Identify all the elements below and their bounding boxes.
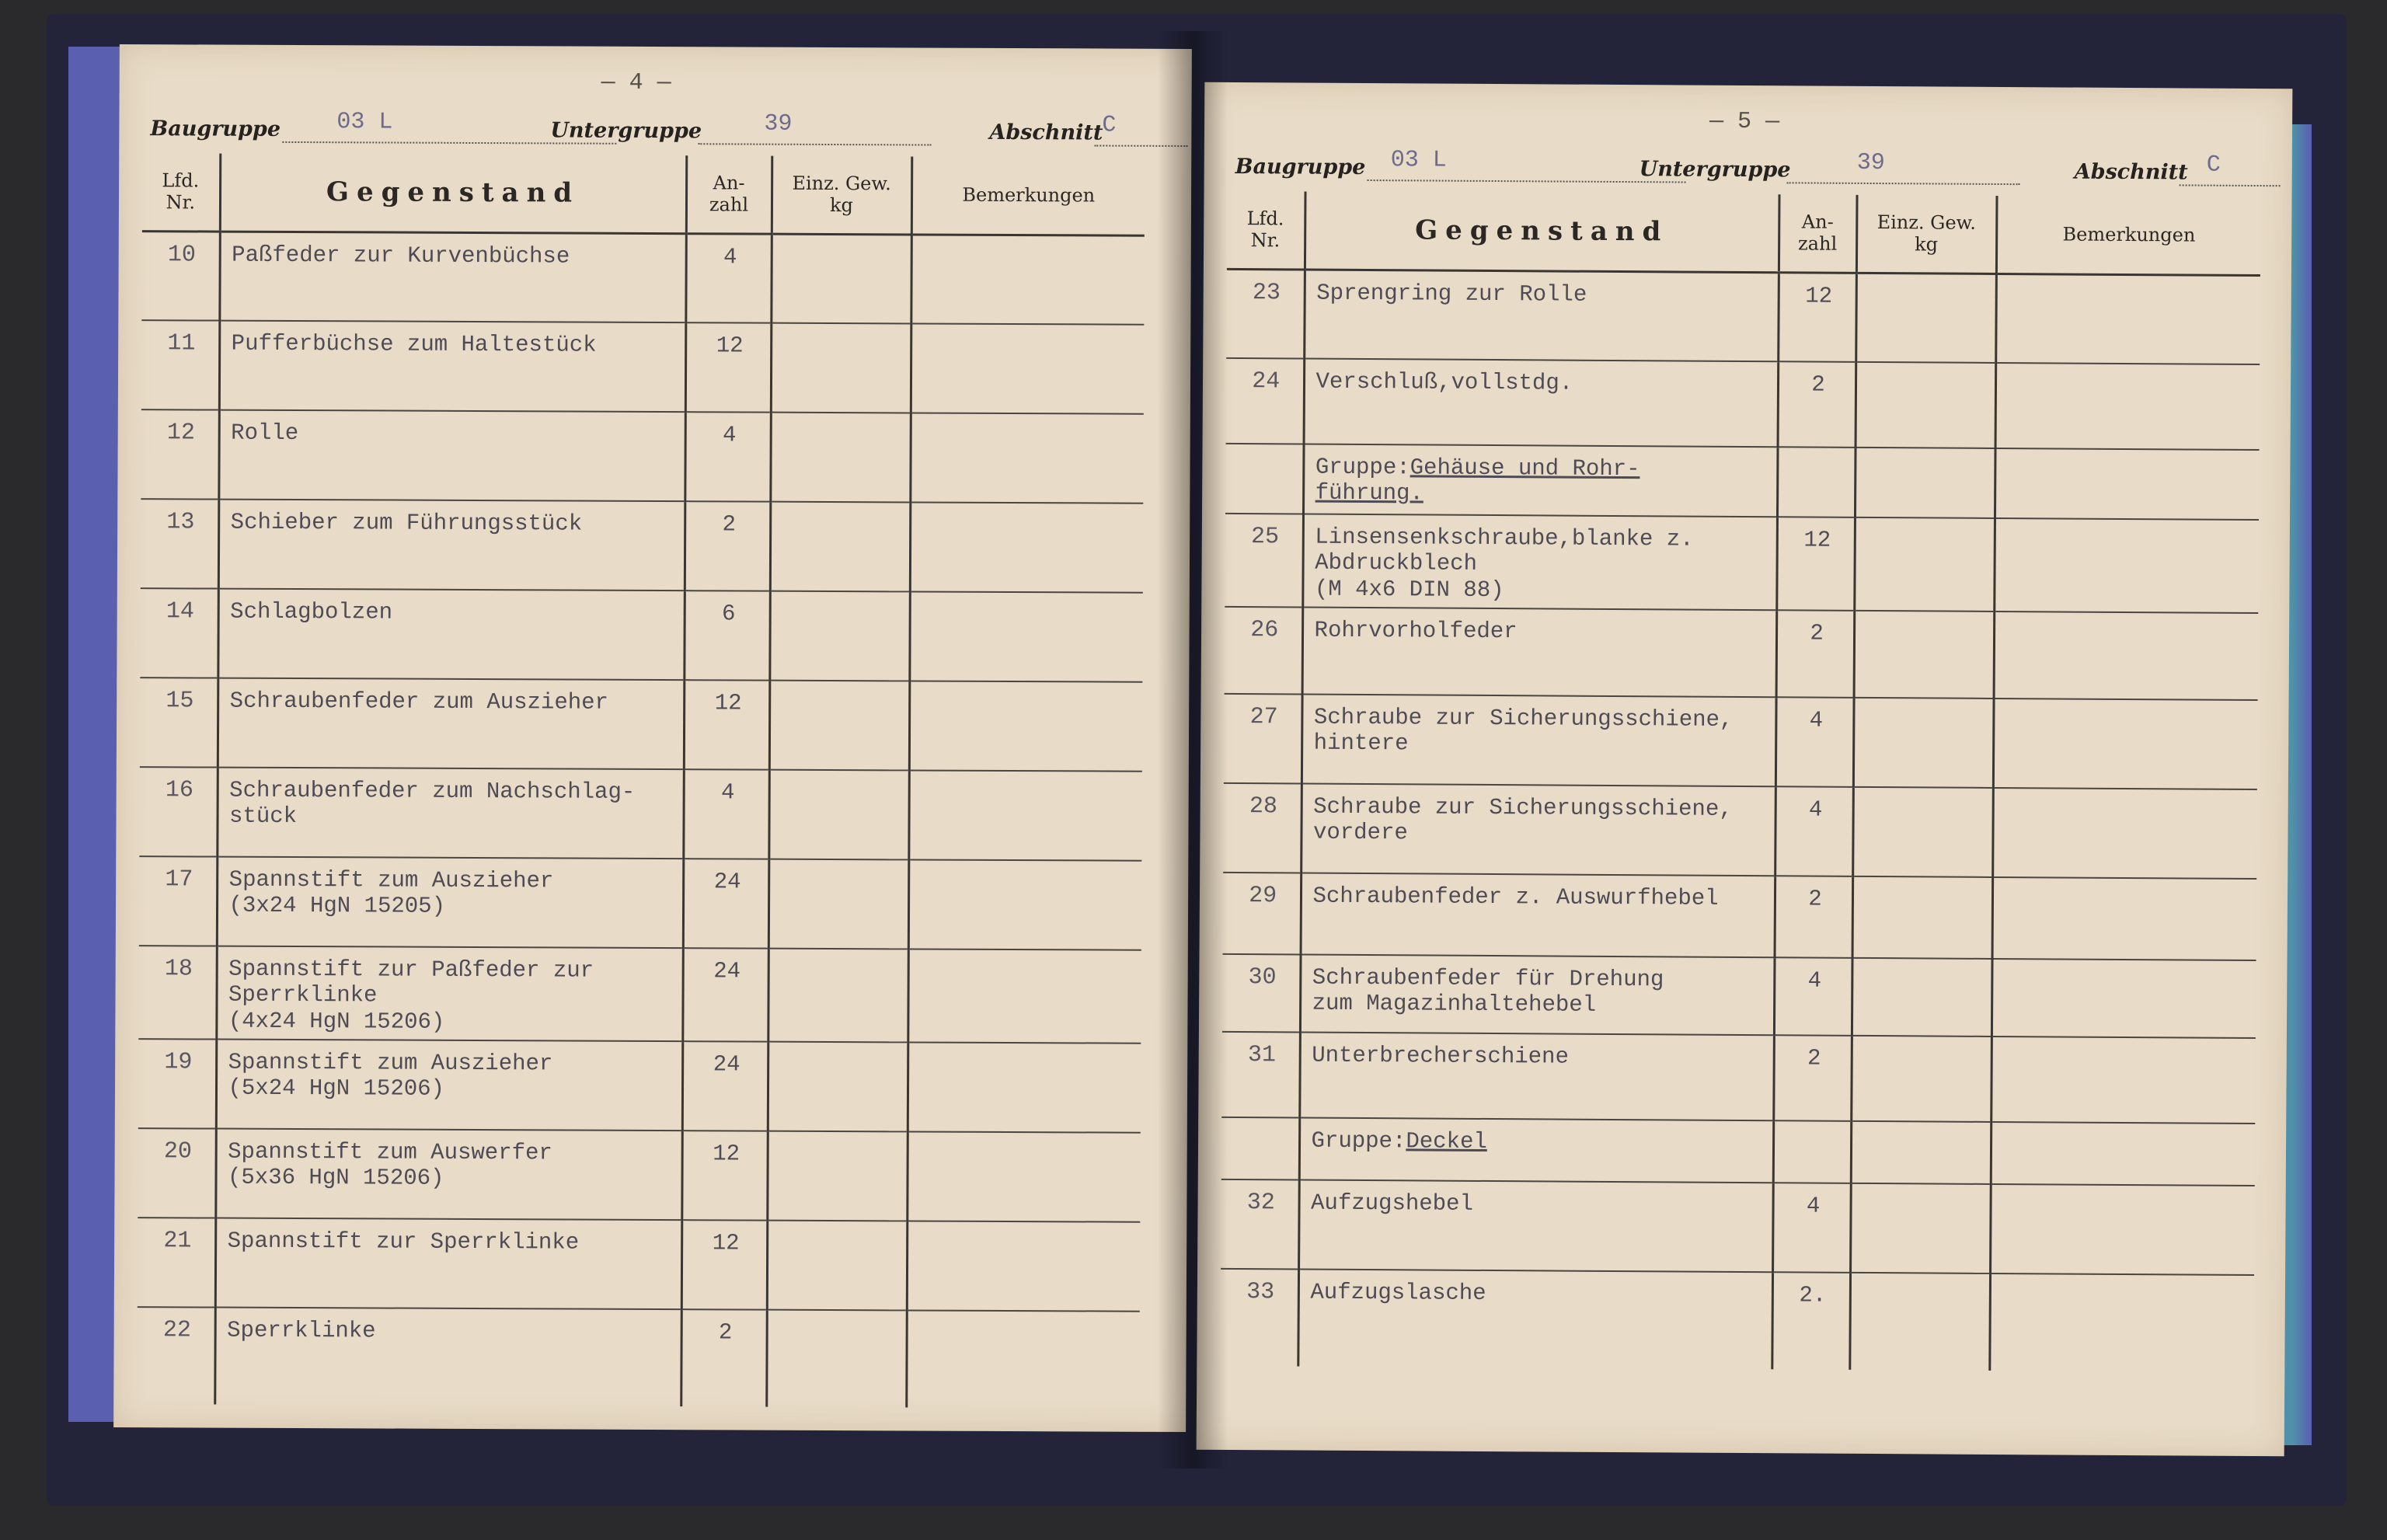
item-quantity: 2 (681, 1309, 767, 1406)
group-name: Deckel (1406, 1128, 1487, 1155)
table-row (138, 946, 1141, 1044)
item-description: Verschluß,vollstdg. (1304, 359, 1779, 448)
item-description: Spannstift zum Auszieher (3x24 HgN 15205) (217, 857, 683, 949)
inventory-table (137, 153, 1145, 1409)
item-quantity: 2 (1775, 876, 1853, 958)
item-quantity: 12 (1776, 517, 1855, 611)
untergruppe-line (1787, 182, 2020, 185)
item-description: Schlagbolzen (218, 589, 684, 681)
item-weight (769, 591, 910, 681)
item-remarks (1995, 274, 2260, 364)
item-quantity: 4 (1772, 1183, 1851, 1273)
item-weight (768, 949, 908, 1043)
item-remarks (1992, 877, 2257, 960)
group-name: Gehäuse und Rohr- führung. (1315, 455, 1640, 507)
table-row (1222, 954, 2256, 1038)
item-remarks (1993, 699, 2258, 789)
row-number: 24 (1226, 358, 1305, 444)
baugruppe-label: Baugruppe (150, 117, 281, 141)
item-remarks (908, 949, 1141, 1043)
item-quantity: 12 (1778, 272, 1856, 362)
col-bemerkungen: Bemerkungen (1996, 196, 2261, 275)
abschnitt-value: C (1102, 112, 1117, 139)
row-number: 30 (1222, 954, 1301, 1033)
left-page (113, 44, 1192, 1432)
baugruppe-line (1368, 179, 1686, 183)
table-row (1226, 358, 2260, 450)
row-number: 25 (1225, 514, 1303, 608)
table-row (141, 231, 1144, 325)
row-number: 23 (1226, 269, 1305, 359)
row-number: 17 (139, 856, 218, 946)
item-weight (1849, 1273, 1990, 1371)
item-weight (771, 323, 911, 413)
item-weight (766, 1310, 907, 1408)
group-heading (1299, 1118, 1773, 1183)
item-remarks (1994, 611, 2259, 700)
abschnitt-label: Abschnitt (2074, 159, 2188, 185)
item-remarks (1991, 1122, 2255, 1186)
table-row (140, 678, 1142, 772)
item-quantity: 2 (685, 501, 771, 591)
table-row (139, 767, 1141, 861)
item-description: Linsensenkschraube,blanke z. Abdruckblech (M 4x6 DIN 88) (1302, 514, 1777, 611)
page-header (1235, 145, 2269, 190)
inventory-table (1220, 191, 2260, 1372)
item-remarks (910, 502, 1143, 592)
row-number: 16 (139, 767, 218, 856)
item-remarks (1994, 518, 2259, 613)
item-description: Rohrvorholfeder (1302, 608, 1777, 698)
item-description: Spannstift zur Sperrklinke (215, 1218, 681, 1310)
row-number: 20 (138, 1128, 216, 1218)
item-remarks (908, 859, 1141, 949)
item-description: Sperrklinke (214, 1308, 681, 1407)
group-row (1221, 1117, 2255, 1186)
table-row (141, 320, 1144, 414)
item-remarks (909, 591, 1142, 681)
abschnitt-value: C (2206, 152, 2221, 179)
row-number: 13 (141, 499, 219, 588)
item-description: Rolle (218, 410, 685, 502)
book-gutter (1158, 31, 1228, 1469)
row-number: 32 (1221, 1179, 1299, 1270)
table-row (138, 1218, 1140, 1312)
group-row (1225, 444, 2260, 520)
item-weight (1852, 787, 1993, 877)
item-description: Schieber zum Führungsstück (218, 500, 685, 591)
item-remarks (1991, 1037, 2256, 1124)
item-weight (767, 1131, 908, 1221)
col-anzahl: An- zahl (1779, 194, 1857, 273)
table-row (1221, 1179, 2255, 1275)
item-quantity: 4 (1775, 786, 1853, 876)
row-number (1225, 444, 1304, 514)
item-description: Spannstift zum Auswerfer (5x36 HgN 15206) (215, 1129, 681, 1221)
col-bemerkungen: Bemerkungen (911, 156, 1145, 235)
item-quantity: 4 (683, 769, 769, 859)
item-weight (1853, 698, 1994, 788)
row-number: 27 (1224, 694, 1302, 784)
item-description: Pufferbüchse zum Haltestück (219, 321, 685, 413)
item-remarks (1990, 1184, 2255, 1275)
item-remarks (1995, 448, 2260, 520)
item-remarks (906, 1310, 1140, 1408)
item-weight (768, 859, 909, 949)
item-weight (1851, 1036, 1991, 1122)
item-description: Unterbrecherschiene (1299, 1033, 1774, 1121)
item-quantity: 24 (683, 859, 769, 948)
row-number: 21 (138, 1218, 216, 1307)
baugruppe-value: 03 L (1390, 147, 1447, 174)
item-quantity: 2 (1776, 610, 1855, 698)
untergruppe-line (698, 143, 931, 145)
item-weight (769, 681, 910, 771)
table-row (139, 856, 1141, 950)
col-gewicht: Einz. Gew. kg (1856, 195, 1997, 274)
table-row (1226, 269, 2260, 364)
untergruppe-value: 39 (1856, 149, 1885, 177)
row-number: 12 (141, 409, 219, 499)
item-quantity: 12 (681, 1131, 768, 1220)
page-number: — 5 — (1709, 108, 1780, 136)
item-quantity: 4 (1774, 957, 1852, 1036)
table-row (138, 1128, 1140, 1222)
col-gewicht: Einz. Gew. kg (772, 156, 911, 235)
item-weight (1850, 1183, 1991, 1273)
abschnitt-label: Abschnitt (989, 120, 1103, 145)
col-lfd-nr: Lfd. Nr. (1227, 191, 1305, 270)
col-gegenstand: Gegenstand (1305, 192, 1779, 273)
item-description: Schraube zur Sicherungsschiene, hintere (1302, 695, 1776, 787)
row-number: 19 (138, 1039, 217, 1128)
row-number: 33 (1246, 1279, 1275, 1306)
row-number: 10 (141, 231, 220, 320)
table-row (141, 499, 1143, 593)
row-number: 26 (1225, 607, 1303, 695)
item-description: Schraubenfeder zum Nachschlag- stück (217, 768, 683, 859)
untergruppe-label: Untergruppe (550, 118, 702, 144)
item-quantity: 4 (685, 233, 772, 322)
table-row (1224, 694, 2258, 789)
item-weight (1854, 611, 1995, 699)
item-quantity: 12 (685, 322, 772, 412)
item-remarks (908, 770, 1141, 860)
row-number: 29 (1223, 873, 1302, 955)
table-row (1221, 1032, 2256, 1124)
row-number: 22 (162, 1317, 191, 1344)
item-description: Sprengring zur Rolle (1304, 270, 1779, 362)
item-quantity: 4 (1775, 697, 1854, 787)
abschnitt-line (2180, 184, 2281, 186)
item-description: Schraubenfeder für Drehung zum Magazinhaltehebel (1300, 955, 1775, 1036)
row-number: 31 (1221, 1032, 1300, 1118)
col-gegenstand: Gegenstand (220, 154, 686, 234)
item-weight (770, 502, 911, 592)
row-number: 15 (140, 678, 218, 767)
item-quantity (1777, 447, 1856, 517)
row-number: 18 (138, 946, 217, 1039)
item-quantity: 24 (682, 1041, 768, 1131)
item-remarks (1989, 1273, 2254, 1372)
item-weight (1854, 517, 1995, 611)
item-weight (1852, 958, 1992, 1037)
page-header (150, 106, 1168, 150)
item-description: Schraubenfeder zum Auszieher (218, 678, 684, 770)
untergruppe-label: Untergruppe (1639, 157, 1791, 183)
item-remarks (907, 1221, 1140, 1311)
item-quantity (1773, 1120, 1851, 1183)
item-weight (1851, 1121, 1991, 1184)
item-quantity: 4 (685, 412, 771, 501)
item-description: Aufzugslasche (1298, 1270, 1772, 1370)
row-number (1221, 1117, 1299, 1180)
item-remarks (907, 1131, 1140, 1221)
col-anzahl: An- zahl (686, 155, 772, 233)
row-number: 28 (1223, 783, 1302, 873)
item-weight (1855, 448, 1995, 518)
item-weight (768, 1042, 908, 1132)
item-quantity: 2. (1772, 1272, 1850, 1370)
item-quantity: 24 (682, 948, 768, 1042)
item-weight (1852, 876, 1993, 959)
table-row (141, 409, 1143, 503)
item-description: Paßfeder zur Kurvenbüchse (219, 232, 685, 323)
table-row (1223, 783, 2257, 879)
page-number: — 4 — (601, 69, 671, 97)
group-prefix: Gruppe: (1311, 1127, 1406, 1155)
item-weight (767, 1221, 908, 1311)
group-prefix: Gruppe: (1315, 454, 1410, 481)
table-row (1220, 1269, 2254, 1372)
item-description: Spannstift zur Paßfeder zur Sperrklinke (4x24 HgN 15206) (216, 946, 683, 1042)
row-number: 14 (140, 588, 218, 678)
table-row (1225, 514, 2259, 613)
item-description: Schraubenfeder z. Auswurfhebel (1301, 873, 1775, 958)
table-row (140, 588, 1142, 682)
item-weight (768, 770, 909, 860)
item-weight (770, 413, 911, 503)
item-remarks (1992, 788, 2257, 879)
table-row (1225, 607, 2259, 700)
item-remarks (909, 681, 1142, 771)
table-row (137, 1307, 1140, 1409)
baugruppe-value: 03 L (336, 109, 393, 136)
item-remarks (911, 323, 1144, 413)
item-quantity: 2 (1773, 1035, 1852, 1121)
table-row (1223, 873, 2257, 960)
item-remarks (911, 234, 1144, 324)
group-heading (1303, 444, 1778, 517)
item-description: Aufzugshebel (1298, 1180, 1773, 1273)
item-weight (1856, 362, 1996, 448)
item-quantity: 12 (681, 1220, 768, 1309)
item-weight (771, 234, 911, 324)
item-remarks (1995, 363, 2260, 450)
baugruppe-label: Baugruppe (1235, 154, 1366, 180)
item-quantity: 6 (684, 591, 770, 680)
untergruppe-value: 39 (764, 110, 793, 138)
item-description: Schraube zur Sicherungsschiene, vordere (1301, 784, 1775, 876)
item-description: Spannstift zum Auszieher (5x24 HgN 15206) (216, 1040, 682, 1131)
item-quantity: 12 (684, 680, 770, 769)
item-remarks (908, 1042, 1141, 1132)
item-weight (1856, 273, 1996, 363)
row-number: 11 (141, 320, 220, 409)
right-page (1197, 82, 2293, 1457)
item-remarks (910, 413, 1143, 503)
item-quantity: 2 (1778, 361, 1856, 448)
col-lfd-nr: Lfd. Nr. (142, 153, 220, 231)
item-remarks (1991, 959, 2256, 1038)
table-row (138, 1039, 1141, 1133)
